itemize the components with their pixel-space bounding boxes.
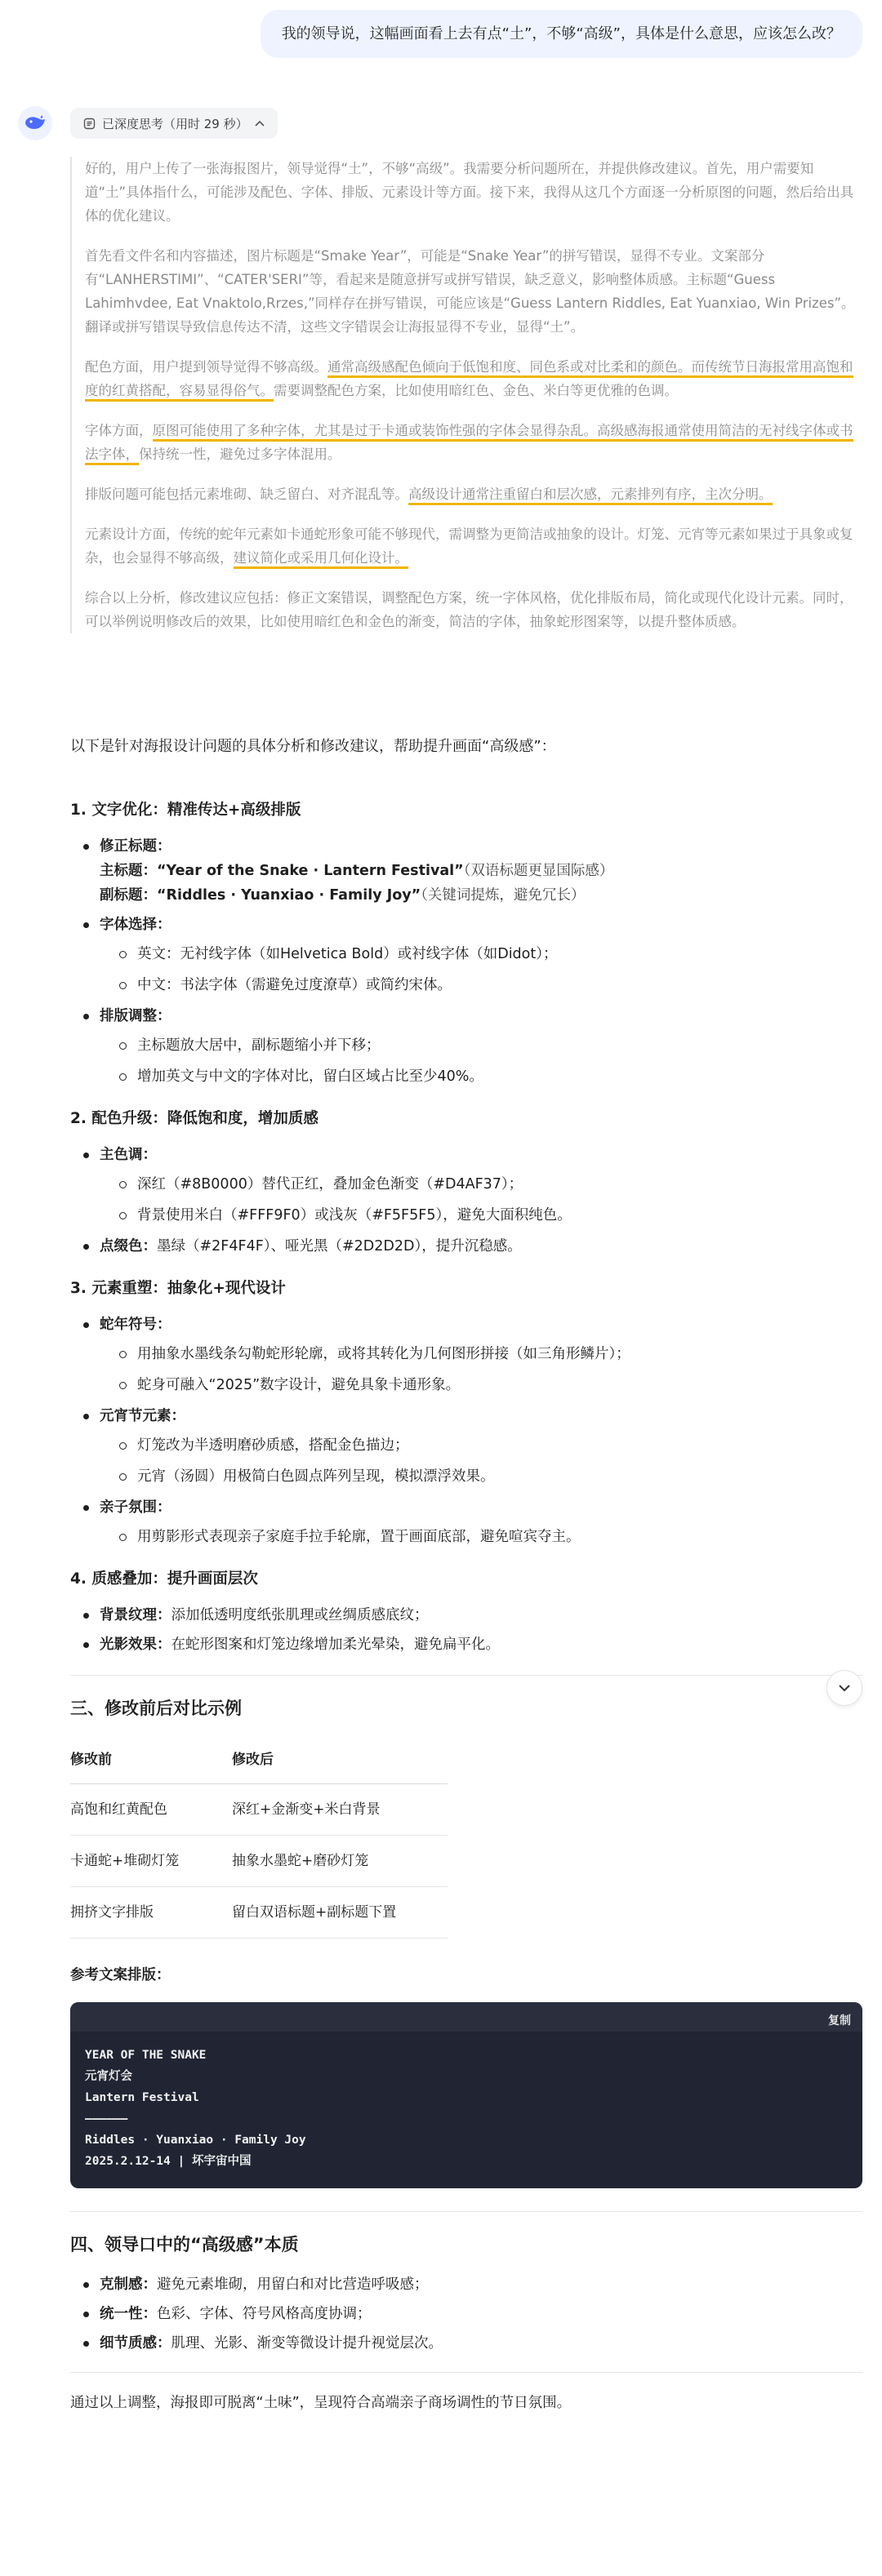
- list-item: 统一性：色彩、字体、符号风格高度协调；: [82, 2302, 862, 2326]
- thinking-paragraph: 配色方面，用户提到领导觉得不够高级。通常高级感配色倾向于低饱和度、同色系或对比柔和的颜色。而传统节日海报常用高饱和度的红黄搭配，容易显得俗气。需要调整配色方案，比如使用暗红色、金色、米白等更优雅的色调。: [85, 355, 862, 402]
- table-cell: 卡通蛇+堆砌灯笼: [70, 1836, 232, 1887]
- divider: [70, 2211, 862, 2212]
- deep-think-icon: [83, 118, 96, 130]
- list-item: 用剪影形式表现亲子家庭手拉手轮廓，置于画面底部，避免喧宾夺主。: [118, 1525, 862, 1549]
- list-item: 细节质感：肌理、光影、渐变等微设计提升视觉层次。: [82, 2331, 862, 2356]
- section-title: 4. 质感叠加：提升画面层次: [70, 1570, 258, 1588]
- list-item: 元宵节元素： 灯笼改为半透明磨砂质感，搭配金色描边； 元宵（汤圆）用极简白色圆点阵列呈现，模拟漂浮效果。: [82, 1404, 862, 1489]
- list-item: 字体选择： 英文：无衬线字体（如Helvetica Bold）或衬线字体（如Didot）； 中文：书法字体（需避免过度潦草）或简约宋体。: [82, 913, 862, 997]
- thinking-content: [70, 157, 862, 633]
- list-item: 英文：无衬线字体（如Helvetica Bold）或衬线字体（如Didot）；: [118, 942, 862, 966]
- thinking-label: 已深度思考（用时 29 秒）: [102, 116, 248, 131]
- highlighted-text: 尤其是过于卡通或装饰性强的字体会显得杂乱。: [314, 423, 598, 442]
- table-header-row: [70, 1736, 448, 1784]
- list-item: 亲子氛围： 用剪影形式表现亲子家庭手拉手轮廓，置于画面底部，避免喧宾夺主。: [82, 1495, 862, 1549]
- list-item: 蛇身可融入“2025”数字设计，避免具象卡通形象。: [118, 1373, 862, 1397]
- divider: [70, 1675, 862, 1676]
- answer-content: [70, 798, 862, 2415]
- thinking-paragraph: 字体方面，原图可能使用了多种字体，尤其是过于卡通或装饰性强的字体会显得杂乱。高级感海报通常使用简洁的无衬线字体或书法字体，保持统一性，避免过多字体混用。: [85, 419, 862, 466]
- highlighted-text: 通常高级感配色倾向于低饱和度、同色系或对比柔和的颜色。而传统节日海报常用高饱和度的红黄搭配，容易显得俗气。: [85, 359, 853, 402]
- highlighted-text: 建议简化或采用几何化设计。: [234, 550, 409, 569]
- thinking-paragraph: 好的，用户上传了一张海报图片，领导觉得“土”，不够“高级”。我需要分析问题所在，并提供修改建议。首先，用户需要知道“土”具体指什么，可能涉及配色、字体、排版、元素设计等方面。接下来，我得从这几个方面逐一分析原图的问题，然后给出具体的优化建议。: [85, 161, 854, 224]
- copy-button[interactable]: 复制: [828, 2014, 851, 2027]
- section-title: 3. 元素重塑：抽象化+现代设计: [70, 1280, 286, 1297]
- table-header: 修改后: [232, 1736, 448, 1784]
- compare-table: [70, 1736, 448, 1939]
- highlighted-text: 高级设计通常注重留白和层次感，: [408, 486, 611, 505]
- thinking-paragraph: 排版问题可能包括元素堆砌、缺乏留白、对齐混乱等。高级设计通常注重留白和层次感，元素排列有序，主次分明。: [85, 482, 862, 506]
- chevron-down-icon: [838, 1684, 851, 1692]
- thinking-paragraph: 综合以上分析，修改建议应包括：修正文案错误，调整配色方案，统一字体风格，优化排版布局，简化或现代化设计元素。同时，可以举例说明修改后的效果，比如使用暗红色和金色的渐变，简洁的字体，抽象蛇形图案等，以提升整体质感。: [85, 590, 853, 629]
- highlighted-text: 原图可能使用了多种字体，: [153, 423, 314, 442]
- list-item: 修正标题： 主标题：“Year of the Snake · Lantern Festival”（双语标题更显国际感） 副标题：“Riddles · Yuanxiao · Family Joy”（关键词提炼，避免冗长）: [82, 834, 862, 908]
- list-item: 增加英文与中文的字体对比，留白区域占比至少40%。: [118, 1064, 862, 1089]
- section-texture: [70, 1567, 862, 1657]
- compare-title: 三、修改前后对比示例: [70, 1699, 242, 1718]
- list-item: 蛇年符号： 用抽象水墨线条勾勒蛇形轮廓，或将其转化为几何图形拼接（如三角形鳞片）； 蛇身可融入“2025”数字设计，避免具象卡通形象。: [82, 1312, 862, 1397]
- scroll-down-button[interactable]: [826, 1670, 862, 1706]
- conclusion-text: 通过以上调整，海报即可脱离“土味”，呈现符合高端亲子商场调性的节日氛围。: [70, 2395, 572, 2411]
- whale-logo-icon: [24, 114, 47, 132]
- user-message-bubble: [261, 10, 862, 58]
- table-row: [70, 1836, 448, 1887]
- highlighted-text: 元素排列有序，主次分明。: [611, 486, 773, 505]
- code-label: 参考文案排版：: [70, 1967, 171, 1983]
- list-item: 主标题放大居中，副标题缩小并下移；: [118, 1033, 862, 1058]
- list-item: 背景纹理：添加低透明度纸张肌理或丝绸质感底纹；: [82, 1603, 862, 1628]
- list-item: 背景使用米白（#FFF9F0）或浅灰（#F5F5F5），避免大面积纯色。: [118, 1203, 862, 1228]
- table-row: [70, 1887, 448, 1939]
- code-header: [70, 2002, 862, 2032]
- section-title: 2. 配色升级：降低饱和度，增加质感: [70, 1110, 318, 1127]
- section-title: 1. 文字优化：精准传达+高级排版: [70, 802, 301, 819]
- list-item: 深红（#8B0000）替代正红，叠加金色渐变（#D4AF37）；: [118, 1172, 862, 1197]
- thinking-paragraph: 元素设计方面，传统的蛇年元素如卡通蛇形象可能不够现代，需调整为更简洁或抽象的设计。灯笼、元宵等元素如果过于具象或复杂，也会显得不够高级，建议简化或采用几何化设计。: [85, 522, 862, 570]
- highlighted-text: 高级感海报通常使用简洁的无衬线字体或书法字体，: [85, 423, 853, 465]
- list-item: 用抽象水墨线条勾勒蛇形轮廓，或将其转化为几何图形拼接（如三角形鳞片）；: [118, 1342, 862, 1366]
- table-cell: 高饱和红黄配色: [70, 1784, 232, 1836]
- list-item: 光影效果：在蛇形图案和灯笼边缘增加柔光晕染，避免扁平化。: [82, 1632, 862, 1657]
- table-cell: 深红+金渐变+米白背景: [232, 1784, 448, 1836]
- section-color-upgrade: [70, 1107, 862, 1259]
- quality-list: [82, 2272, 862, 2356]
- intro-text: 以下是针对海报设计问题的具体分析和修改建议，帮助提升画面“高级感”：: [70, 738, 556, 755]
- list-item: 排版调整： 主标题放大居中，副标题缩小并下移； 增加英文与中文的字体对比，留白区域占比至少40%。: [82, 1004, 862, 1089]
- answer-intro: [70, 735, 862, 759]
- chevron-up-icon: [255, 120, 265, 127]
- section-element-redesign: [70, 1277, 862, 1549]
- thinking-paragraph: 首先看文件名和内容描述，图片标题是“Smake Year”，可能是“Snake Year”的拼写错误，显得不专业。文案部分有“LANHERSTIMI”、“CATER'SERI”等，看起来是随意拼写或拼写错误，缺乏意义，影响整体质感。主标题“Guess Lahimhvdee, Eat Vnaktolo,Rrzes,”同样存在拼写错误，可能应该是“Guess Lantern Riddles, Eat Yuanxiao, Win Prizes”。翻译或拼写错误导致信息传达不清，这些文字错误会让海报显得不专业，显得“土”。: [85, 248, 855, 335]
- table-row: [70, 1784, 448, 1836]
- section-text-optimization: [70, 798, 862, 1089]
- table-cell: 留白双语标题+副标题下置: [232, 1887, 448, 1939]
- list-item: 中文：书法字体（需避免过度潦草）或简约宋体。: [118, 973, 862, 997]
- table-header: 修改前: [70, 1736, 232, 1784]
- assistant-avatar: [18, 106, 52, 140]
- list-item: 点缀色：墨绿（#2F4F4F）、哑光黑（#2D2D2D），提升沉稳感。: [82, 1234, 862, 1259]
- table-cell: 抽象水墨蛇+磨砂灯笼: [232, 1836, 448, 1887]
- list-item: 克制感：避免元素堆砌，用留白和对比营造呼吸感；: [82, 2272, 862, 2297]
- thinking-toggle[interactable]: [70, 108, 278, 139]
- list-item: 元宵（汤圆）用极简白色圆点阵列呈现，模拟漂浮效果。: [118, 1464, 862, 1489]
- code-content: YEAR OF THE SNAKE 元宵灯会 Lantern Festival —————— Riddles · Yuanxiao · Family Joy 2025.2.12-14 | 坏宇宙中国: [85, 2049, 306, 2168]
- quality-title: 四、领导口中的“高级感”本质: [70, 2235, 299, 2254]
- list-item: 主色调： 深红（#8B0000）替代正红，叠加金色渐变（#D4AF37）； 背景使用米白（#FFF9F0）或浅灰（#F5F5F5），避免大面积纯色。: [82, 1143, 862, 1228]
- divider: [70, 2372, 862, 2373]
- list-item: 灯笼改为半透明磨砂质感，搭配金色描边；: [118, 1433, 862, 1458]
- table-cell: 拥挤文字排版: [70, 1887, 232, 1939]
- code-block: [70, 2002, 862, 2188]
- user-message-text: 我的领导说，这幅画面看上去有点“土”，不够“高级”，具体是什么意思，应该怎么改？: [281, 25, 841, 42]
